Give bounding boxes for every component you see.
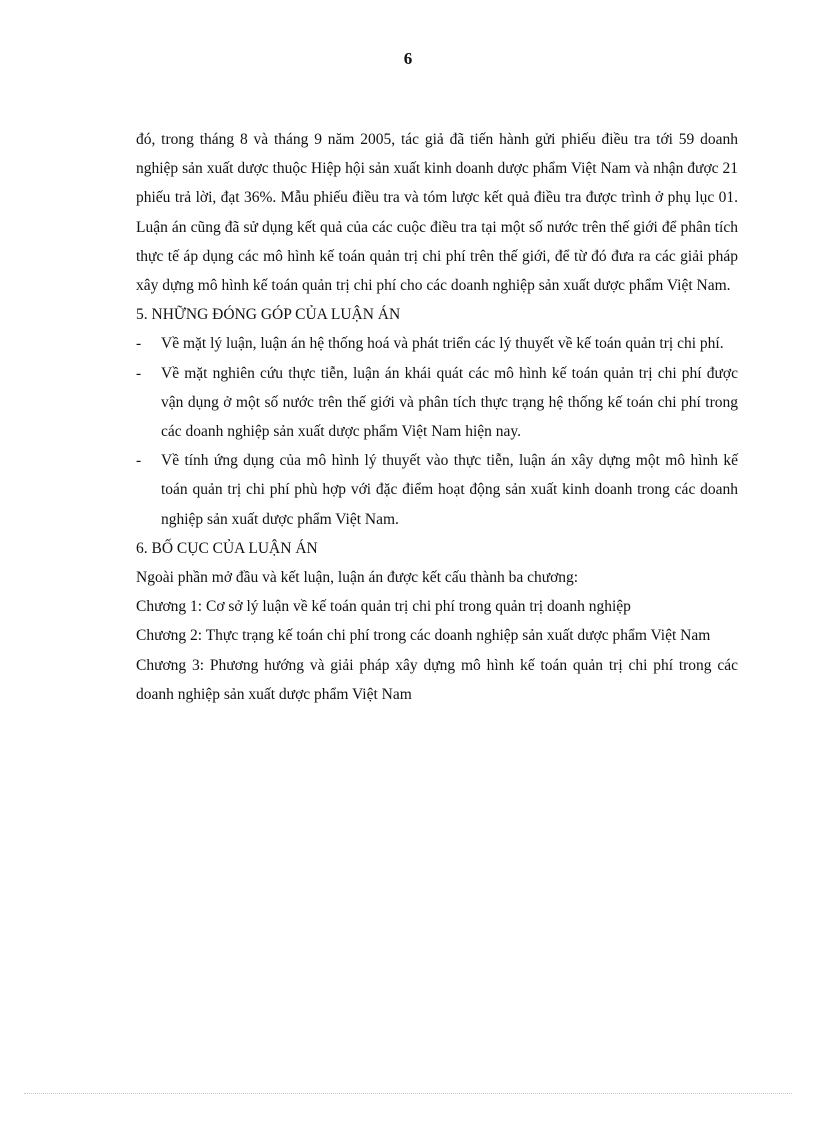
chapter-1-line: Chương 1: Cơ sở lý luận về kế toán quản trị chi phí trong quản trị doanh nghiệp — [136, 598, 631, 616]
contribution-item-application — [136, 446, 738, 534]
bullet-dash: - — [136, 335, 142, 353]
structure-intro: Ngoài phần mở đầu và kết luận, luận án được kết cấu thành ba chương: — [136, 569, 579, 587]
contribution-text: Về tính ứng dụng của mô hình lý thuyết vào thực tiễn, luận án xây dựng một mô hình kế toán quản trị chi phí phù hợp với đặc điểm hoạt động sản xuất kinh doanh trong các doanh nghiệp sản xuất dược phẩm Việt Nam. — [161, 452, 738, 528]
section-6-heading: 6. BỐ CỤC CỦA LUẬN ÁN — [136, 539, 318, 557]
bullet-dash: - — [136, 452, 142, 470]
document-body — [136, 125, 738, 709]
chapter-3-line: Chương 3: Phương hướng và giải pháp xây dựng mô hình kế toán quản trị chi phí trong các doanh nghiệp sản xuất dược phẩm Việt Nam — [136, 656, 738, 703]
bullet-dash: - — [136, 364, 142, 382]
section-5-heading: 5. NHỮNG ĐÓNG GÓP CỦA LUẬN ÁN — [136, 306, 401, 324]
page-bottom-rule — [24, 1093, 792, 1094]
contribution-text: Về mặt lý luận, luận án hệ thống hoá và phát triển các lý thuyết về kế toán quản trị chi phí. — [161, 335, 724, 353]
contribution-text: Về mặt nghiên cứu thực tiễn, luận án khái quát các mô hình kế toán quản trị chi phí được vận dụng ở một số nước trên thế giới và phân tích thực trạng hệ thống kế toán chi phí trong các doanh nghiệp sản xuất dược phẩm Việt Nam hiện nay. — [161, 364, 738, 441]
contribution-item-theory — [136, 329, 738, 358]
contribution-item-practice — [136, 359, 738, 447]
chapter-2-line: Chương 2: Thực trạng kế toán chi phí trong các doanh nghiệp sản xuất dược phẩm Việt Nam — [136, 627, 711, 645]
intro-paragraph: đó, trong tháng 8 và tháng 9 năm 2005, tác giả đã tiến hành gửi phiếu điều tra tới 59 doanh nghiệp sản xuất dược thuộc Hiệp hội sản xuất kinh doanh dược phẩm Việt Nam và nhận được 21 phiếu trả lời, đạt 36%. Mẫu phiếu điều tra và tóm lược kết quả điều tra được trình ở phụ lục 01. Luận án cũng đã sử dụng kết quả của các cuộc điều tra tại một số nước trên thế giới để phân tích thực tế áp dụng các mô hình kế toán quản trị chi phí trên thế giới, để từ đó đưa ra các giải pháp xây dựng mô hình kế toán quản trị chi phí cho các doanh nghiệp sản xuất dược phẩm Việt Nam. — [136, 131, 738, 295]
contributions-list — [136, 329, 738, 533]
page-number: 6 — [403, 49, 413, 68]
